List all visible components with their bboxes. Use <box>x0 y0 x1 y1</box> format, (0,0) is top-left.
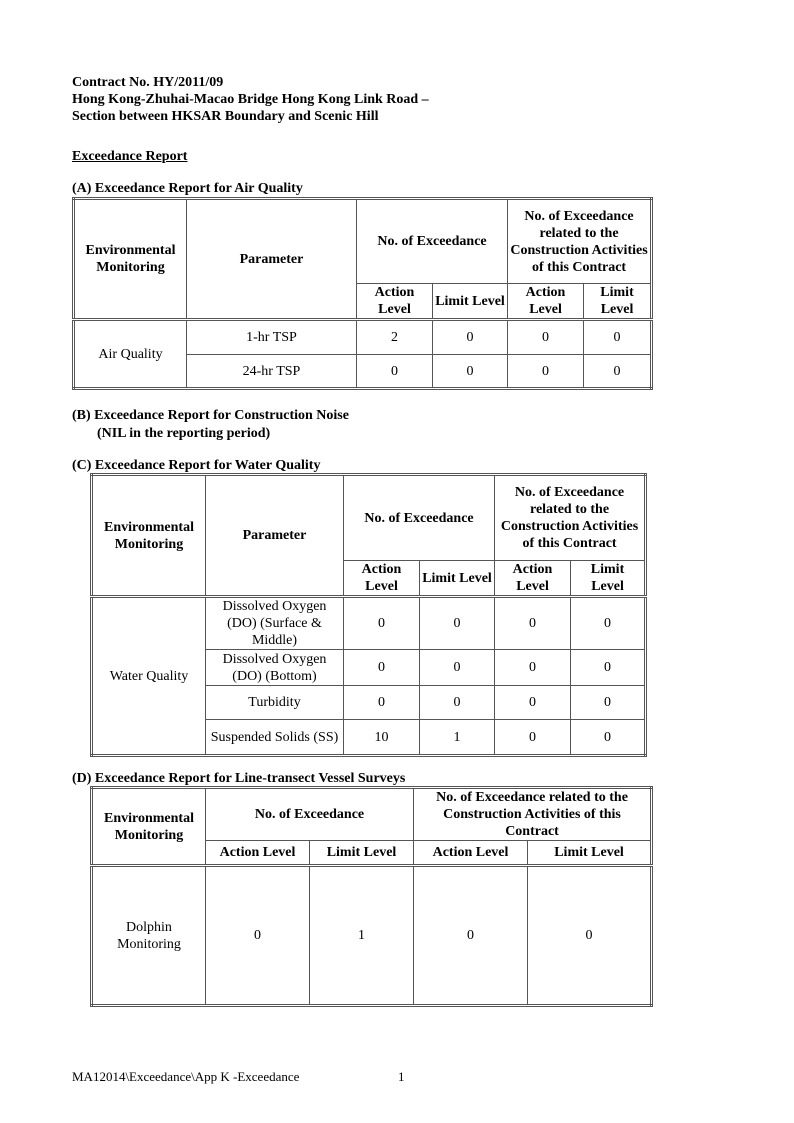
table-row <box>74 320 652 355</box>
value-cell: 0 <box>433 320 508 355</box>
value-cell: 0 <box>495 650 571 686</box>
header-parameter: Parameter <box>187 199 357 320</box>
header-limit-level: Limit Level <box>420 561 495 597</box>
contract-number: Contract No. HY/2011/09 <box>72 75 224 90</box>
section-b-title: (B) Exceedance Report for Construction Noise <box>72 408 349 423</box>
value-cell: 1 <box>420 720 495 756</box>
header-no-of-exceedance: No. of Exceedance <box>344 475 495 561</box>
value-cell: 1 <box>310 866 414 1006</box>
parameter-cell: 24-hr TSP <box>187 355 357 389</box>
value-cell: 0 <box>571 686 646 720</box>
value-cell: 0 <box>344 686 420 720</box>
header-action-level: Action Level <box>508 284 584 320</box>
water-quality-table <box>90 473 647 757</box>
document-header <box>72 74 722 125</box>
footer-file-path: MA12014\Exceedance\App K -Exceedance <box>72 1069 300 1084</box>
header-related-exceedance: No. of Exceedance related to the Construction Activities of this Contract <box>508 199 652 284</box>
header-environmental-monitoring: Environmental Monitoring <box>92 475 206 597</box>
header-action-level: Action Level <box>357 284 433 320</box>
value-cell: 0 <box>584 355 652 389</box>
header-action-level: Action Level <box>495 561 571 597</box>
table-row <box>92 597 646 650</box>
section-d-title: (D) Exceedance Report for Line-transect Vessel Surveys <box>72 771 406 786</box>
header-action-level: Action Level <box>414 841 528 866</box>
header-parameter: Parameter <box>206 475 344 597</box>
header-action-level: Action Level <box>344 561 420 597</box>
parameter-cell: 1-hr TSP <box>187 320 357 355</box>
dolphin-monitoring-table <box>90 786 653 1007</box>
group-label: Water Quality <box>92 597 206 756</box>
value-cell: 0 <box>571 597 646 650</box>
value-cell: 0 <box>495 686 571 720</box>
value-cell: 0 <box>508 320 584 355</box>
table-row <box>92 866 652 1006</box>
parameter-cell: Turbidity <box>206 686 344 720</box>
header-limit-level: Limit Level <box>571 561 646 597</box>
header-no-of-exceedance: No. of Exceedance <box>206 788 414 841</box>
parameter-cell: Dissolved Oxygen (DO) (Surface & Middle) <box>206 597 344 650</box>
header-related-exceedance: No. of Exceedance related to the Construction Activities of this Contract <box>414 788 652 841</box>
parameter-cell: Suspended Solids (SS) <box>206 720 344 756</box>
air-quality-table <box>72 197 653 390</box>
value-cell: 0 <box>528 866 652 1006</box>
value-cell: 10 <box>344 720 420 756</box>
value-cell: 0 <box>571 720 646 756</box>
header-no-of-exceedance: No. of Exceedance <box>357 199 508 284</box>
page-number: 1 <box>398 1069 405 1084</box>
header-environmental-monitoring: Environmental Monitoring <box>74 199 187 320</box>
value-cell: 0 <box>495 720 571 756</box>
header-limit-level: Limit Level <box>528 841 652 866</box>
value-cell: 0 <box>344 650 420 686</box>
parameter-cell: Dissolved Oxygen (DO) (Bottom) <box>206 650 344 686</box>
header-environmental-monitoring: Environmental Monitoring <box>92 788 206 866</box>
header-limit-level: Limit Level <box>310 841 414 866</box>
value-cell: 0 <box>357 355 433 389</box>
report-title: Exceedance Report <box>72 149 188 164</box>
value-cell: 2 <box>357 320 433 355</box>
section-c-title: (C) Exceedance Report for Water Quality <box>72 458 321 473</box>
header-action-level: Action Level <box>206 841 310 866</box>
header-related-exceedance: No. of Exceedance related to the Construction Activities of this Contract <box>495 475 646 561</box>
value-cell: 0 <box>414 866 528 1006</box>
header-limit-level: Limit Level <box>584 284 652 320</box>
value-cell: 0 <box>571 650 646 686</box>
value-cell: 0 <box>344 597 420 650</box>
section-a-title: (A) Exceedance Report for Air Quality <box>72 181 303 196</box>
value-cell: 0 <box>433 355 508 389</box>
group-label: Dolphin Monitoring <box>92 866 206 1006</box>
value-cell: 0 <box>495 597 571 650</box>
value-cell: 0 <box>420 597 495 650</box>
section-b-note: (NIL in the reporting period) <box>97 426 271 441</box>
project-section-line: Section between HKSAR Boundary and Scenic Hill <box>72 109 379 124</box>
value-cell: 0 <box>420 650 495 686</box>
value-cell: 0 <box>206 866 310 1006</box>
value-cell: 0 <box>508 355 584 389</box>
group-label: Air Quality <box>74 320 187 389</box>
header-limit-level: Limit Level <box>433 284 508 320</box>
value-cell: 0 <box>420 686 495 720</box>
value-cell: 0 <box>584 320 652 355</box>
project-title-line: Hong Kong-Zhuhai-Macao Bridge Hong Kong Link Road – <box>72 92 429 107</box>
